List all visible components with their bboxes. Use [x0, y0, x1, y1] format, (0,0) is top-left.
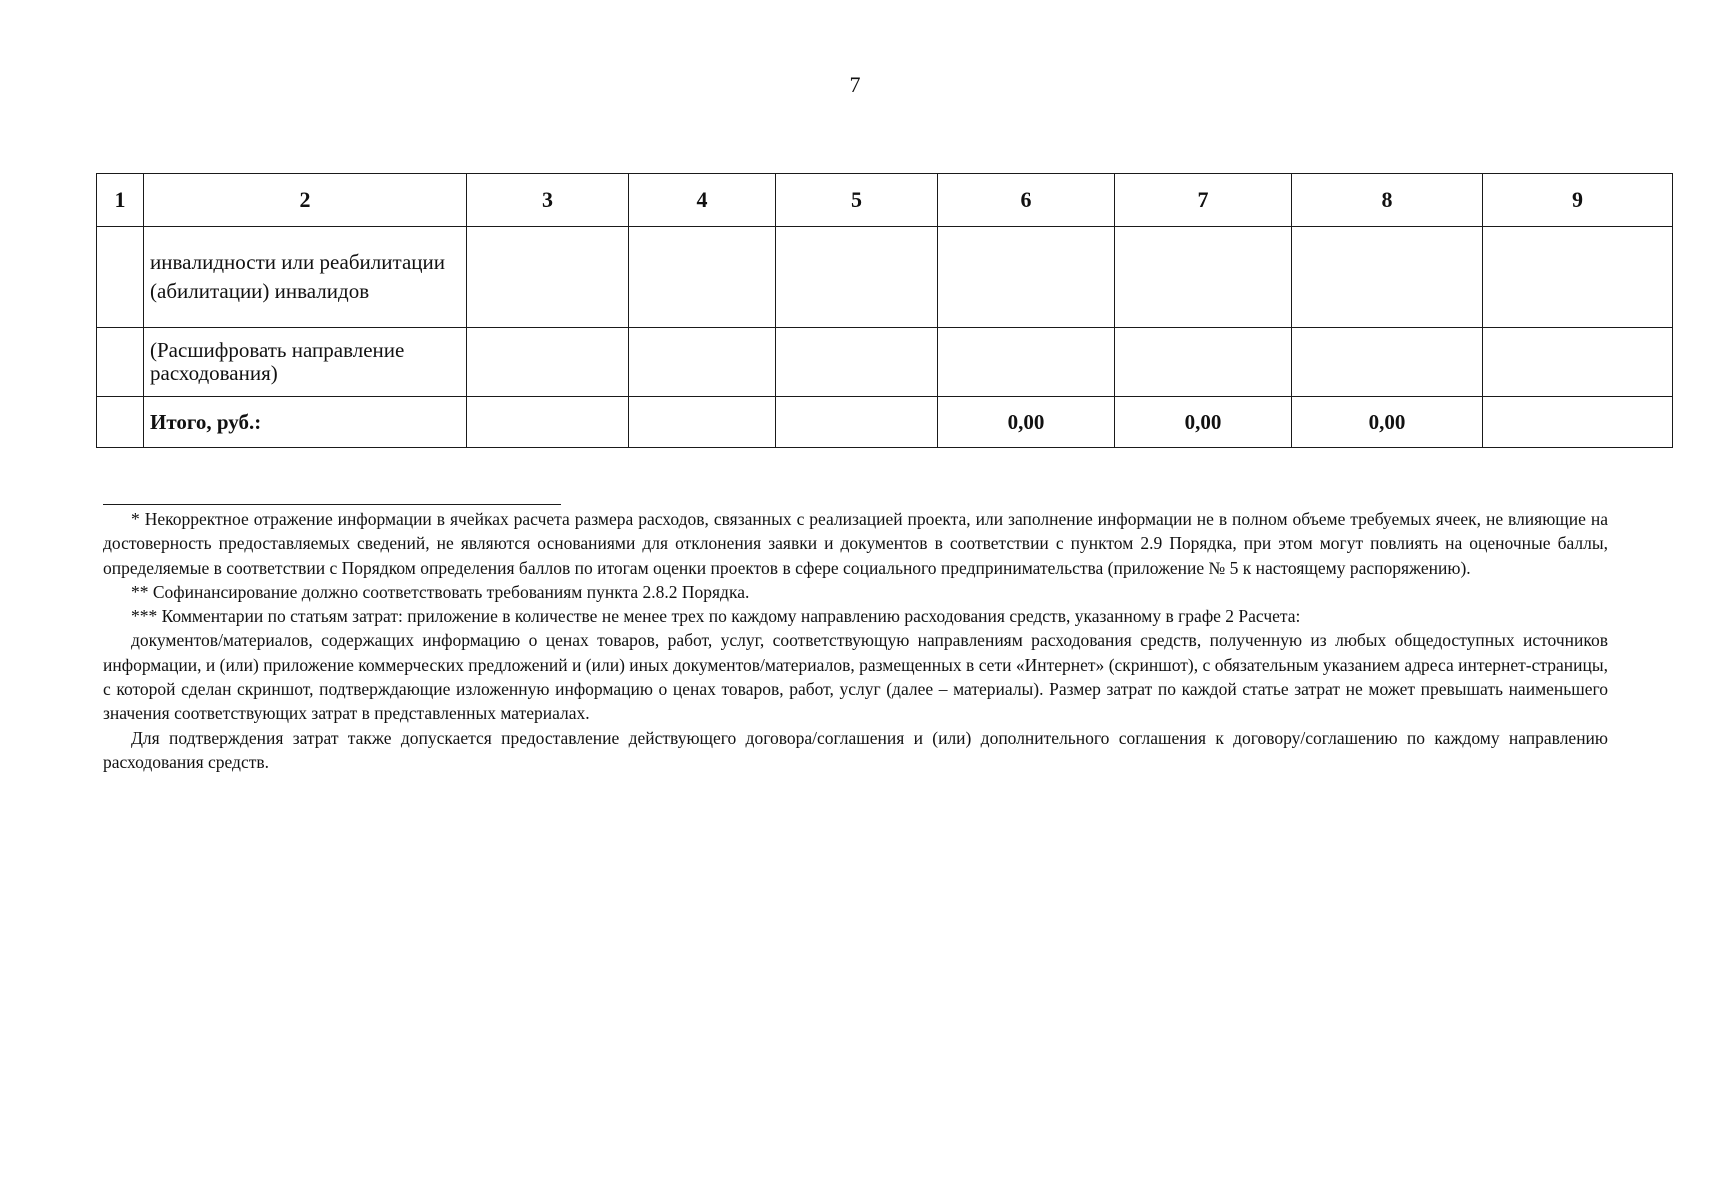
expense-direction-hint: (Расшифровать направление расходования) [144, 328, 467, 397]
table-cell [467, 227, 629, 328]
column-header: 1 [97, 174, 144, 227]
table-cell [776, 227, 938, 328]
total-label: Итого, руб.: [144, 397, 467, 448]
footnote: документов/материалов, содержащих информацию о ценах товаров, работ, услуг, соответствующую направлениям расходования средств, полученную из любых общедоступных источников информации, и (или) приложение коммерческих предложений и (или) иных документов/материалов, размещенных в сети «Интернет» (скриншот), с обязательным указанием адреса интернет-страницы, с которой сделан скриншот, подтверждающие изложенную информацию о ценах товаров, работ, услуг (далее – материалы). Размер затрат по каждой статье затрат не может превышать наименьшего значения соответствующих затрат в представленных материалах. [103, 630, 1608, 724]
table-cell [1115, 328, 1292, 397]
footnote: Для подтверждения затрат также допускается предоставление действующего договора/соглашения и (или) дополнительного соглашения к договору/соглашению по каждому направлению расходования средств. [103, 727, 1608, 772]
page-number: 7 [849, 72, 861, 97]
footnote: *** Комментарии по статьям затрат: приложение в количестве не менее трех по каждому направлению расходования средств, указанному в графе 2 Расчета: [131, 606, 1301, 627]
total-value: 0,00 [1115, 397, 1292, 448]
table-cell [938, 227, 1115, 328]
footnote: ** Софинансирование должно соответствовать требованиям пункта 2.8.2 Порядка. [131, 581, 750, 602]
table-cell [467, 397, 629, 448]
footnote: * Некорректное отражение информации в ячейках расчета размера расходов, связанных с реализацией проекта, или заполнение информации не в полном объеме требуемых ячеек, не влияющие на достоверность предоставляемых сведений, не являются основаниями для отклонения заявки и документов в соответствии с пунктом 2.9 Порядка, при этом могут повлиять на оценочные баллы, определяемые в соответствии с Порядком определения баллов по итогам оценки проектов в сфере социального предпринимательства (приложение № 5 к настоящему распоряжению). [103, 509, 1608, 578]
table-cell [1292, 227, 1483, 328]
table-cell [629, 328, 776, 397]
table-cell [1483, 227, 1673, 328]
expense-calculation-table [96, 173, 1673, 448]
table-cell [938, 328, 1115, 397]
column-header: 5 [776, 174, 938, 227]
total-value: 0,00 [1292, 397, 1483, 448]
table-cell [467, 328, 629, 397]
table-cell [629, 397, 776, 448]
expense-item-description: инвалидности или реабилитации (абилитации) инвалидов [144, 227, 467, 328]
table-cell [97, 328, 144, 397]
footnotes [103, 507, 1608, 774]
table-cell [776, 328, 938, 397]
table-cell [1115, 227, 1292, 328]
table-cell [1483, 328, 1673, 397]
footnote-separator [103, 504, 561, 505]
table-cell [97, 397, 144, 448]
table-cell [1292, 328, 1483, 397]
table-cell [629, 227, 776, 328]
column-number-row [97, 174, 1673, 227]
table-cell [1483, 397, 1673, 448]
column-header: 9 [1483, 174, 1673, 227]
column-header: 2 [144, 174, 467, 227]
total-value: 0,00 [938, 397, 1115, 448]
column-header: 6 [938, 174, 1115, 227]
column-header: 7 [1115, 174, 1292, 227]
total-row [97, 397, 1673, 448]
column-header: 8 [1292, 174, 1483, 227]
table-cell [776, 397, 938, 448]
table-cell [97, 227, 144, 328]
column-header: 4 [629, 174, 776, 227]
table-row [97, 227, 1673, 328]
column-header: 3 [467, 174, 629, 227]
table-row [97, 328, 1673, 397]
